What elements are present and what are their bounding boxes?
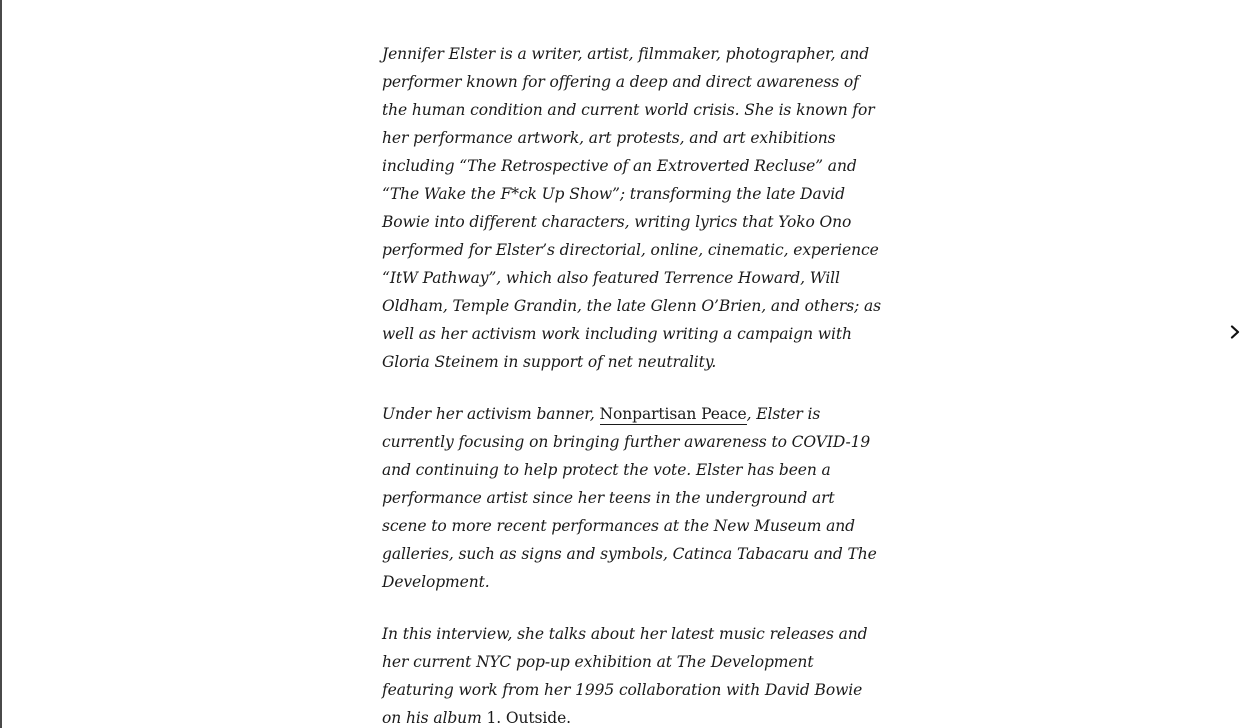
paragraph-interview [382,620,882,728]
paragraph-bio-text: Jennifer Elster is a writer, artist, filmmaker, photographer, and performer known for offering a deep and direct awareness of the human condition and current world crisis. She is known for her performance artwork, art protests, and art exhibitions including “The Retrospective of an Extroverted Recluse” and “The Wake the F*ck Up Show”; transforming the late David Bowie into different characters, writing lyrics that Yoko Ono performed for Elster’s directorial, online, cinematic, experience “ItW Pathway”, which also featured Terrence Howard, Will Oldham, Temple Grandin, the late Glenn O’Brien, and others; as well as her activism work including writing a campaign with Gloria Steinem in support of net neutrality. [382,45,882,371]
nonpartisan-peace-link[interactable]: Nonpartisan Peace [599,405,747,423]
paragraph-activism [382,400,882,596]
paragraph-bio [382,40,882,376]
paragraph-interview-text: In this interview, she talks about her latest music releases and her current NYC pop-up exhibition at The Development featuring work from her 1995 collaboration with David Bowie on his album [382,625,868,727]
paragraph-activism-text-before: Under her activism banner, [382,405,600,423]
album-title: 1. Outside. [486,709,571,727]
next-button[interactable] [1224,320,1246,346]
window-left-border [0,0,2,728]
chevron-right-icon [1230,324,1240,343]
article-body [382,40,882,728]
paragraph-activism-text-after: , Elster is currently focusing on bringing further awareness to COVID-19 and continuing to help protect the vote. Elster has been a performance artist since her teens in the underground art scene to more recent performances at the New Museum and galleries, such as signs and symbols, Catinca Tabacaru and The Development. [382,405,877,591]
